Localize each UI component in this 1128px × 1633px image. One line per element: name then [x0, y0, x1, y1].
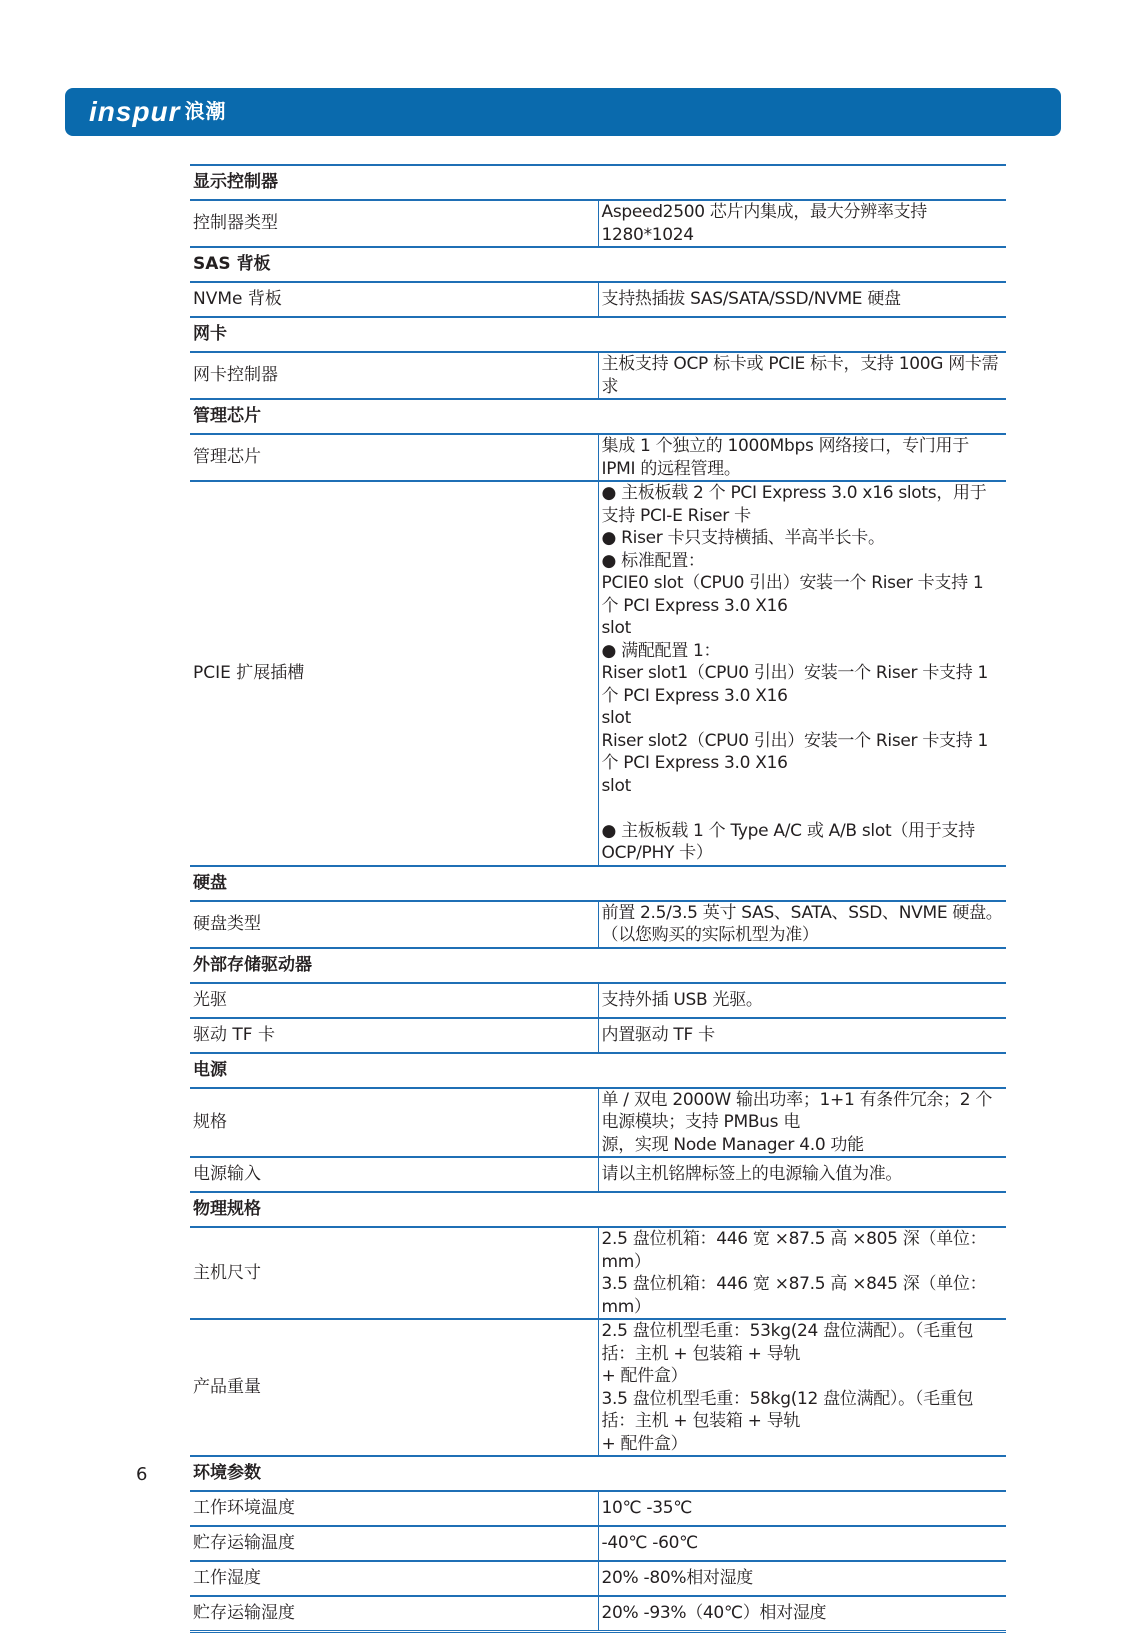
spec-value: Aspeed2500 芯片内集成，最大分辨率支持 1280*1024 — [598, 200, 1006, 247]
spec-label: 光驱 — [190, 983, 598, 1018]
spec-label: 硬盘类型 — [190, 901, 598, 948]
table-row — [190, 200, 1006, 247]
table-row — [190, 1088, 1006, 1158]
section-header-row — [190, 1192, 1006, 1227]
section-cell — [190, 317, 1006, 352]
table-row — [190, 1018, 1006, 1053]
section-title: SAS 背板 — [193, 254, 271, 275]
spec-label: 电源输入 — [190, 1157, 598, 1192]
table-row — [190, 1319, 1006, 1456]
section-header-row — [190, 1456, 1006, 1491]
section-header-row — [190, 1053, 1006, 1088]
spec-label: 产品重量 — [190, 1319, 598, 1456]
brand-name: inspur — [89, 96, 181, 127]
section-header-row — [190, 165, 1006, 200]
spec-label: 工作湿度 — [190, 1561, 598, 1596]
spec-label: NVMe 背板 — [190, 282, 598, 317]
section-header-row — [190, 247, 1006, 282]
section-title: 显示控制器 — [193, 172, 278, 193]
section-cell — [190, 1053, 1006, 1088]
section-cell — [190, 165, 1006, 200]
spec-label: 主机尺寸 — [190, 1227, 598, 1319]
section-cell — [190, 948, 1006, 983]
table-row — [190, 1561, 1006, 1596]
header-banner — [65, 88, 1061, 136]
spec-value: 支持热插拔 SAS/SATA/SSD/NVME 硬盘 — [598, 282, 1006, 317]
spec-label: 网卡控制器 — [190, 352, 598, 399]
table-row — [190, 481, 1006, 866]
table-row — [190, 1596, 1006, 1632]
spec-value: 内置驱动 TF 卡 — [598, 1018, 1006, 1053]
table-row — [190, 282, 1006, 317]
table-row — [190, 434, 1006, 481]
section-header-row — [190, 866, 1006, 901]
section-cell — [190, 399, 1006, 434]
table-row — [190, 352, 1006, 399]
spec-value: 2.5 盘位机箱：446 宽 ×87.5 高 ×805 深（单位：mm） 3.5 盘位机箱：446 宽 ×87.5 高 ×845 深（单位：mm） — [598, 1227, 1006, 1319]
spec-value: 请以主机铭牌标签上的电源输入值为准。 — [598, 1157, 1006, 1192]
spec-label: 贮存运输湿度 — [190, 1596, 598, 1632]
spec-value: 单 / 双电 2000W 输出功率；1+1 有条件冗余；2 个电源模块；支持 PMBus 电 源，实现 Node Manager 4.0 功能 — [598, 1088, 1006, 1158]
spec-value: 20% -93%（40℃）相对湿度 — [598, 1596, 1006, 1632]
brand-name-cn: 浪潮 — [184, 101, 227, 123]
spec-label: PCIE 扩展插槽 — [190, 481, 598, 866]
table-row — [190, 1157, 1006, 1192]
spec-value: 主板支持 OCP 标卡或 PCIE 标卡，支持 100G 网卡需求 — [598, 352, 1006, 399]
table-row — [190, 1526, 1006, 1561]
section-title: 管理芯片 — [193, 406, 261, 427]
section-cell — [190, 866, 1006, 901]
spec-value: 支持外插 USB 光驱。 — [598, 983, 1006, 1018]
section-title: 物理规格 — [193, 1199, 261, 1220]
section-cell — [190, 1192, 1006, 1227]
page-number: 6 — [136, 1464, 148, 1485]
spec-label: 管理芯片 — [190, 434, 598, 481]
table-row — [190, 1227, 1006, 1319]
section-title: 外部存储驱动器 — [193, 954, 312, 975]
spec-value: ● 主板板载 2 个 PCI Express 3.0 x16 slots，用于支持 PCI-E Riser 卡 ● Riser 卡只支持横插、半高半长卡。 ● 标准配置： PCIE0 slot（CPU0 引出）安装一个 Riser 卡支持 1 个 PCI Express 3.0 X16 slot ● 满配配置 1： Riser slot1（CPU0 引出）安装一个 Riser 卡支持 1 个 PCI Express 3.0 X16 slot Riser slot2（CPU0 引出）安装一个 Riser 卡支持 1 个 PCI Express 3.0 X16 slot ● 主板板载 1 个 Type A/C 或 A/B slot（用于支持 OCP/PHY 卡） — [598, 481, 1006, 866]
spec-label: 规格 — [190, 1088, 598, 1158]
spec-label: 控制器类型 — [190, 200, 598, 247]
section-title: 电源 — [193, 1059, 227, 1080]
section-header-row — [190, 948, 1006, 983]
table-row — [190, 983, 1006, 1018]
spec-value: 2.5 盘位机型毛重：53kg(24 盘位满配）。（毛重包括：主机 + 包装箱 + 导轨 + 配件盒） 3.5 盘位机型毛重：58kg(12 盘位满配）。（毛重包括：主机 + 包装箱 + 导轨 + 配件盒） — [598, 1319, 1006, 1456]
spec-label: 贮存运输温度 — [190, 1526, 598, 1561]
spec-label: 工作环境温度 — [190, 1491, 598, 1526]
section-cell — [190, 247, 1006, 282]
section-title: 网卡 — [193, 324, 227, 345]
section-title: 环境参数 — [193, 1463, 261, 1484]
section-cell — [190, 1456, 1006, 1491]
spec-value: -40℃ -60℃ — [598, 1526, 1006, 1561]
spec-value: 集成 1 个独立的 1000Mbps 网络接口，专门用于 IPMI 的远程管理。 — [598, 434, 1006, 481]
spec-value: 前置 2.5/3.5 英寸 SAS、SATA、SSD、NVME 硬盘。（以您购买的实际机型为准） — [598, 901, 1006, 948]
table-row — [190, 1491, 1006, 1526]
spec-value: 20% -80%相对湿度 — [598, 1561, 1006, 1596]
section-header-row — [190, 399, 1006, 434]
spec-table — [190, 164, 1006, 1633]
spec-value: 10℃ -35℃ — [598, 1491, 1006, 1526]
section-header-row — [190, 317, 1006, 352]
inspur-logo — [89, 96, 227, 128]
table-row — [190, 901, 1006, 948]
spec-label: 驱动 TF 卡 — [190, 1018, 598, 1053]
section-title: 硬盘 — [193, 872, 227, 893]
